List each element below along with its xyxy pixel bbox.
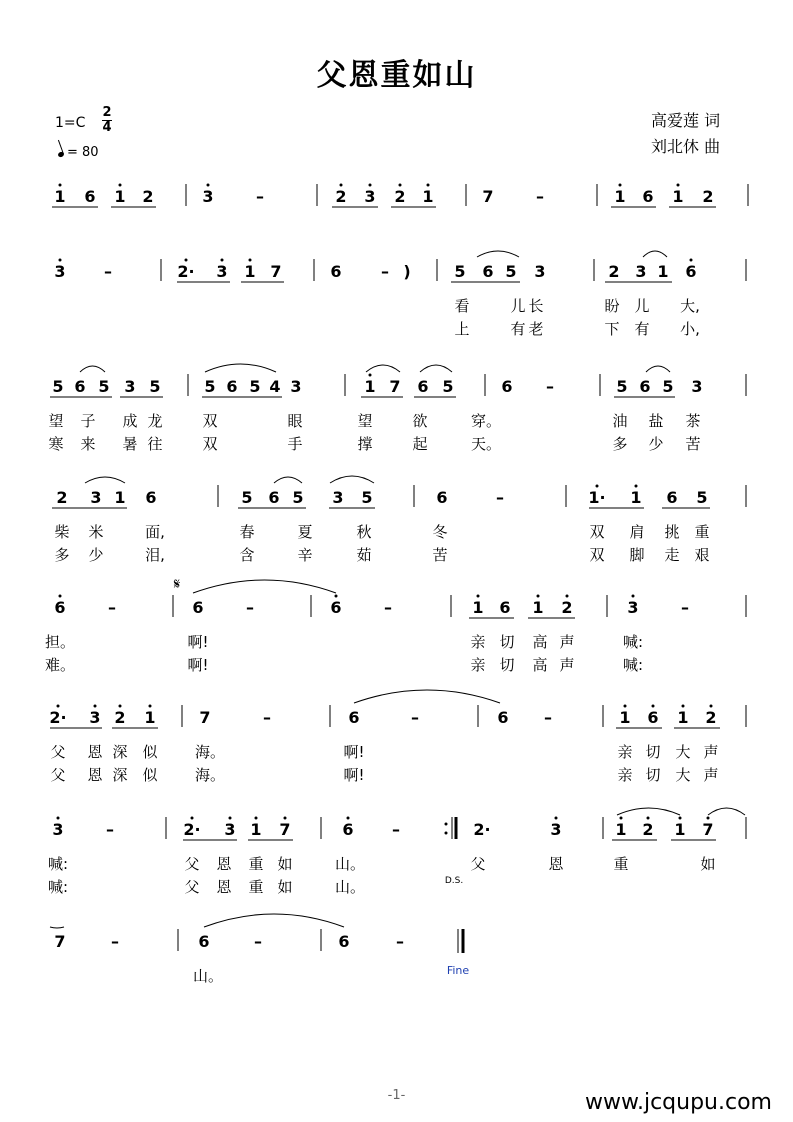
lyric-verse2: 似 (142, 766, 158, 784)
fine-mark: Fine (446, 964, 470, 977)
jianpu-note: – (546, 377, 554, 396)
lyric-verse1: 重 (694, 523, 710, 541)
lyric-verse2: 有 (510, 320, 526, 338)
jianpu-note: 1 (615, 820, 627, 839)
octave-dot (566, 595, 569, 598)
jianpu-note: – (256, 187, 264, 206)
jianpu-note: 5 (361, 488, 373, 507)
jianpu-note: 3 (550, 820, 562, 839)
jianpu-note: 2· (49, 708, 67, 727)
octave-dot (221, 259, 224, 262)
lyric-verse2: 泪, (145, 546, 165, 564)
jianpu-note: 5 (292, 488, 304, 507)
lyric-verse2: 手 (287, 435, 303, 453)
lyric-verse1: 似 (142, 743, 158, 761)
lyric-verse1: 恩 (87, 743, 103, 761)
jianpu-note: – (254, 932, 262, 951)
jianpu-note: 1 (244, 262, 256, 281)
lyric-verse2: 啊! (187, 656, 209, 674)
jianpu-note: 2 (561, 598, 573, 617)
octave-dot (249, 259, 252, 262)
jianpu-note: 5 (505, 262, 517, 281)
lyric-verse2: 起 (412, 435, 428, 453)
jianpu-note: 5 (442, 377, 454, 396)
octave-dot (477, 595, 480, 598)
lyric-verse2: 苦 (432, 546, 448, 564)
jianpu-note: 3 (52, 820, 64, 839)
octave-dot (682, 705, 685, 708)
jianpu-note: – (496, 488, 504, 507)
jianpu-note: 5 (241, 488, 253, 507)
lyric-verse1: 穿。 (470, 412, 502, 430)
lyricist-credit: 高爱莲 词 (651, 111, 721, 130)
lyric-verse2: 双 (202, 435, 218, 453)
lyric-verse2: 如 (277, 878, 293, 896)
lyric-verse2: 亲 (617, 766, 633, 784)
slur-arc (50, 927, 64, 928)
repeat-dot (445, 832, 448, 835)
lyric-verse2: 上 (454, 320, 470, 338)
jianpu-note: 6 (639, 377, 651, 396)
jianpu-note: 6 (666, 488, 678, 507)
lyric-verse2: 老 (528, 320, 544, 338)
lyric-verse2: 大 (675, 766, 691, 784)
lyric-verse1: 眼 (287, 412, 303, 430)
lyric-verse1: 山。 (334, 855, 366, 873)
lyric-verse1: 声 (703, 743, 719, 761)
lyric-verse2: 切 (645, 766, 661, 784)
lyric-verse2: 走 (664, 546, 680, 564)
octave-dot (185, 259, 188, 262)
jianpu-note: – (411, 708, 419, 727)
jianpu-note: 6 (647, 708, 659, 727)
lyric-verse1: 双 (589, 523, 605, 541)
octave-dot (119, 705, 122, 708)
jianpu-note: 2 (335, 187, 347, 206)
jianpu-note: 3 (216, 262, 228, 281)
jianpu-note: 2· (473, 820, 491, 839)
jianpu-note: 5 (52, 377, 64, 396)
octave-dot (635, 485, 638, 488)
lyric-verse1: 声 (559, 633, 575, 651)
jianpu-note: 1· (588, 488, 606, 507)
lyric-verse2: 重 (248, 878, 264, 896)
octave-dot (555, 817, 558, 820)
jianpu-note: 6 (642, 187, 654, 206)
lyric-verse2: 少 (648, 435, 664, 453)
jianpu-note: 1 (422, 187, 434, 206)
jianpu-note: 2· (177, 262, 195, 281)
time-signature-bottom: 4 (102, 120, 112, 135)
jianpu-note: – (108, 598, 116, 617)
lyric-verse2: 茹 (356, 546, 372, 564)
lyric-verse2: 往 (147, 435, 163, 453)
octave-dot (677, 184, 680, 187)
lyric-verse1: 亲 (470, 633, 486, 651)
slur-arc (80, 366, 105, 372)
lyric-verse1: 父 (184, 855, 200, 873)
jianpu-note: – (396, 932, 404, 951)
lyric-verse1: 夏 (297, 523, 313, 541)
jianpu-note: 6 (499, 598, 511, 617)
jianpu-note: 7 (482, 187, 494, 206)
lyric-verse1: 面, (145, 523, 165, 541)
jianpu-note: – (536, 187, 544, 206)
jianpu-note: 6 (226, 377, 238, 396)
lyric-verse2: 海。 (194, 766, 226, 784)
jianpu-note: – (381, 262, 389, 281)
lyric-verse1: 春 (239, 523, 255, 541)
jianpu-note: 7 (270, 262, 282, 281)
jianpu-note: 6 (348, 708, 360, 727)
jianpu-note: 1 (674, 820, 686, 839)
jianpu-note: 5 (616, 377, 628, 396)
jianpu-note: 1 (114, 488, 126, 507)
jianpu-note: 1 (54, 187, 66, 206)
jianpu-note: 3 (691, 377, 703, 396)
slur-arc (193, 580, 336, 593)
jianpu-note: – (104, 262, 112, 281)
lyric-verse1: 啊! (343, 743, 365, 761)
octave-dot (427, 184, 430, 187)
jianpu-note: 7 (199, 708, 211, 727)
slur-arc (646, 366, 670, 372)
slur-arc (85, 477, 125, 483)
jianpu-note: 3 (534, 262, 546, 281)
lyric-verse1: 成 (122, 412, 138, 430)
lyric-verse1: 儿 (634, 297, 650, 315)
slur-arc (477, 251, 519, 257)
lyric-verse1: 山。 (192, 967, 224, 985)
lyric-verse2: 双 (589, 546, 605, 564)
score-layer (45, 184, 748, 986)
jianpu-note: 3 (364, 187, 376, 206)
lyric-verse1: 深 (112, 743, 128, 761)
slur-arc (274, 477, 302, 483)
octave-dot (624, 705, 627, 708)
jianpu-note: 1 (672, 187, 684, 206)
octave-dot (690, 259, 693, 262)
lyric-verse1: 肩 (629, 523, 645, 541)
jianpu-note: 2 (608, 262, 620, 281)
jianpu-note: 6 (330, 262, 342, 281)
song-title: 父恩重如山 (316, 58, 477, 93)
lyric-verse2: 恩 (87, 766, 103, 784)
lyric-verse2: 恩 (216, 878, 232, 896)
lyric-verse1: 看 (454, 297, 470, 315)
jianpu-note: 2 (142, 187, 154, 206)
jianpu-note: 6 (436, 488, 448, 507)
lyric-verse1: 啊! (187, 633, 209, 651)
tempo-value: = 80 (67, 145, 99, 160)
octave-dot (94, 705, 97, 708)
lyric-verse2: 苦 (685, 435, 701, 453)
lyric-verse1: 冬 (432, 523, 448, 541)
jianpu-note: 6 (497, 708, 509, 727)
lyric-verse1: 欲 (412, 412, 428, 430)
jianpu-note: 1 (144, 708, 156, 727)
time-signature-top: 2 (102, 105, 112, 120)
jianpu-note: 1 (114, 187, 126, 206)
lyric-verse1: 柴 (54, 523, 70, 541)
lyric-verse2: 多 (54, 546, 70, 564)
ds-mark: D.S. (444, 876, 464, 886)
lyric-verse2: 高 (532, 656, 548, 674)
slur-arc (330, 476, 374, 483)
jianpu-note: 5 (662, 377, 674, 396)
jianpu-note: – (681, 598, 689, 617)
lyric-verse1: 盼 (604, 297, 620, 315)
lyric-verse1: 海。 (194, 743, 226, 761)
jianpu-note: 6 (342, 820, 354, 839)
slur-arc (617, 808, 680, 815)
lyric-verse1: 恩 (216, 855, 232, 873)
lyric-verse2: 下 (604, 320, 620, 338)
jianpu-note: 1 (630, 488, 642, 507)
jianpu-note: 2· (183, 820, 201, 839)
jianpu-note: 1 (677, 708, 689, 727)
slur-arc (205, 364, 276, 372)
octave-dot (679, 817, 682, 820)
lyric-verse1: 高 (532, 633, 548, 651)
lyric-verse2: 小, (680, 320, 700, 338)
lyric-verse2: 来 (80, 435, 96, 453)
lyric-verse1: 担。 (44, 633, 76, 651)
repeat-dot (445, 823, 448, 826)
jianpu-note: 3 (290, 377, 302, 396)
lyric-verse2: 脚 (629, 546, 645, 564)
lyric-verse1: 重 (613, 855, 629, 873)
octave-dot (710, 705, 713, 708)
slur-arc (708, 808, 745, 815)
lyric-verse1: 望 (48, 412, 64, 430)
jianpu-note: 7 (389, 377, 401, 396)
jianpu-note: 5 (249, 377, 261, 396)
lyric-verse1: 如 (700, 855, 716, 873)
lyric-verse2: 有 (634, 320, 650, 338)
segno-mark: 𝄋 (173, 575, 181, 593)
lyric-verse1: 重 (248, 855, 264, 873)
jianpu-note: – (111, 932, 119, 951)
lyric-verse1: 龙 (147, 412, 163, 430)
jianpu-note: 7 (54, 932, 66, 951)
octave-dot (57, 705, 60, 708)
jianpu-note: 6 (74, 377, 86, 396)
octave-dot (340, 184, 343, 187)
jianpu-note: 5 (696, 488, 708, 507)
lyric-verse1: 大 (675, 743, 691, 761)
jianpu-note: 1 (614, 187, 626, 206)
lyric-verse1: 喊: (47, 855, 69, 873)
jianpu-note: 5 (98, 377, 110, 396)
jianpu-note: – (246, 598, 254, 617)
octave-dot (369, 374, 372, 377)
jianpu-note: ) (403, 262, 411, 281)
lyric-verse1: 恩 (548, 855, 564, 873)
lyric-verse2: 暑 (122, 435, 138, 453)
jianpu-note: 6 (198, 932, 210, 951)
lyric-verse2: 少 (88, 546, 104, 564)
jianpu-note: 7 (702, 820, 714, 839)
lyric-verse2: 声 (559, 656, 575, 674)
lyric-verse2: 山。 (334, 878, 366, 896)
octave-dot (632, 595, 635, 598)
octave-dot (620, 817, 623, 820)
lyric-verse1: 切 (499, 633, 515, 651)
jianpu-note: 1 (619, 708, 631, 727)
lyric-verse2: 撑 (357, 435, 373, 453)
octave-dot (255, 817, 258, 820)
lyric-verse2: 声 (703, 766, 719, 784)
jianpu-note: – (106, 820, 114, 839)
jianpu-note: 2 (705, 708, 717, 727)
lyric-verse2: 辛 (297, 546, 313, 564)
octave-dot (59, 595, 62, 598)
lyric-verse1: 望 (357, 412, 373, 430)
octave-dot (149, 705, 152, 708)
lyric-verse2: 切 (499, 656, 515, 674)
jianpu-note: 2 (114, 708, 126, 727)
octave-dot (191, 817, 194, 820)
lyric-verse1: 儿 (510, 297, 526, 315)
slur-arc (354, 690, 500, 703)
lyric-verse2: 天。 (470, 435, 502, 453)
jianpu-note: 6 (417, 377, 429, 396)
jianpu-note: 2 (702, 187, 714, 206)
octave-dot (369, 184, 372, 187)
jianpu-note: – (384, 598, 392, 617)
lyric-verse2: 多 (612, 435, 628, 453)
jianpu-note: 3 (89, 708, 101, 727)
jianpu-note: – (263, 708, 271, 727)
octave-dot (619, 184, 622, 187)
jianpu-note: 2 (56, 488, 68, 507)
lyric-verse1: 秋 (356, 523, 372, 541)
slur-arc (420, 365, 452, 372)
lyric-verse2: 含 (239, 546, 255, 564)
octave-dot (59, 184, 62, 187)
jianpu-note: 4 (269, 377, 281, 396)
lyric-verse2: 寒 (48, 435, 64, 453)
lyric-verse1: 喊: (622, 633, 644, 651)
slur-arc (643, 251, 667, 257)
jianpu-note: 6 (501, 377, 513, 396)
lyric-verse1: 茶 (685, 412, 701, 430)
site-watermark: www.jcqupu.com (585, 1090, 772, 1115)
jianpu-note: 6 (54, 598, 66, 617)
jianpu-note: 3 (202, 187, 214, 206)
lyric-verse1: 双 (202, 412, 218, 430)
lyric-verse1: 子 (80, 412, 96, 430)
jianpu-note: 6 (338, 932, 350, 951)
jianpu-note: 5 (454, 262, 466, 281)
jianpu-note: – (392, 820, 400, 839)
composer-credit: 刘北休 曲 (651, 137, 721, 156)
octave-dot (57, 817, 60, 820)
octave-dot (207, 184, 210, 187)
jianpu-note: 1 (472, 598, 484, 617)
jianpu-note: 6 (145, 488, 157, 507)
lyric-verse1: 父 (50, 743, 66, 761)
lyric-verse1: 挑 (664, 523, 680, 541)
lyric-verse1: 切 (645, 743, 661, 761)
jianpu-note: 1 (364, 377, 376, 396)
lyric-verse2: 父 (50, 766, 66, 784)
octave-dot (284, 817, 287, 820)
jianpu-note: 5 (149, 377, 161, 396)
lyric-verse2: 父 (184, 878, 200, 896)
jianpu-note: 6 (685, 262, 697, 281)
lyric-verse2: 艰 (694, 546, 710, 564)
slur-arc (204, 914, 344, 927)
jianpu-note: 2 (642, 820, 654, 839)
octave-dot (537, 595, 540, 598)
page-number: -1- (387, 1088, 406, 1103)
key-signature: 1=C (55, 115, 86, 131)
jianpu-note: 3 (124, 377, 136, 396)
lyric-verse2: 啊! (343, 766, 365, 784)
lyric-verse1: 如 (277, 855, 293, 873)
lyric-verse1: 米 (88, 523, 104, 541)
jianpu-note: 3 (90, 488, 102, 507)
octave-dot (59, 259, 62, 262)
jianpu-note: 3 (635, 262, 647, 281)
lyric-verse1: 父 (470, 855, 486, 873)
jianpu-note: 3 (332, 488, 344, 507)
octave-dot (596, 485, 599, 488)
jianpu-note: – (544, 708, 552, 727)
octave-dot (335, 595, 338, 598)
jianpu-note: 1 (532, 598, 544, 617)
jianpu-note: 6 (330, 598, 342, 617)
lyric-verse2: 亲 (470, 656, 486, 674)
lyric-verse2: 深 (112, 766, 128, 784)
jianpu-note: 5 (204, 377, 216, 396)
octave-dot (119, 184, 122, 187)
jianpu-note: 6 (192, 598, 204, 617)
jianpu-note: 1 (250, 820, 262, 839)
jianpu-note: 7 (279, 820, 291, 839)
slur-arc (366, 365, 400, 372)
octave-dot (647, 817, 650, 820)
lyric-verse1: 油 (612, 412, 628, 430)
jianpu-note: 3 (224, 820, 236, 839)
lyric-verse2: 喊: (47, 878, 69, 896)
octave-dot (229, 817, 232, 820)
jianpu-note: 3 (627, 598, 639, 617)
lyric-verse2: 难。 (44, 656, 76, 674)
octave-dot (347, 817, 350, 820)
lyric-verse1: 亲 (617, 743, 633, 761)
jianpu-note: 1 (657, 262, 669, 281)
jianpu-note: 6 (84, 187, 96, 206)
lyric-verse1: 长 (528, 297, 544, 315)
octave-dot (399, 184, 402, 187)
jianpu-note: 2 (394, 187, 406, 206)
lyric-verse2: 喊: (622, 656, 644, 674)
lyric-verse1: 大, (680, 297, 700, 315)
lyric-verse1: 盐 (648, 412, 664, 430)
jianpu-note: 3 (54, 262, 66, 281)
jianpu-note: 6 (268, 488, 280, 507)
octave-dot (707, 817, 710, 820)
jianpu-note: 6 (482, 262, 494, 281)
octave-dot (652, 705, 655, 708)
